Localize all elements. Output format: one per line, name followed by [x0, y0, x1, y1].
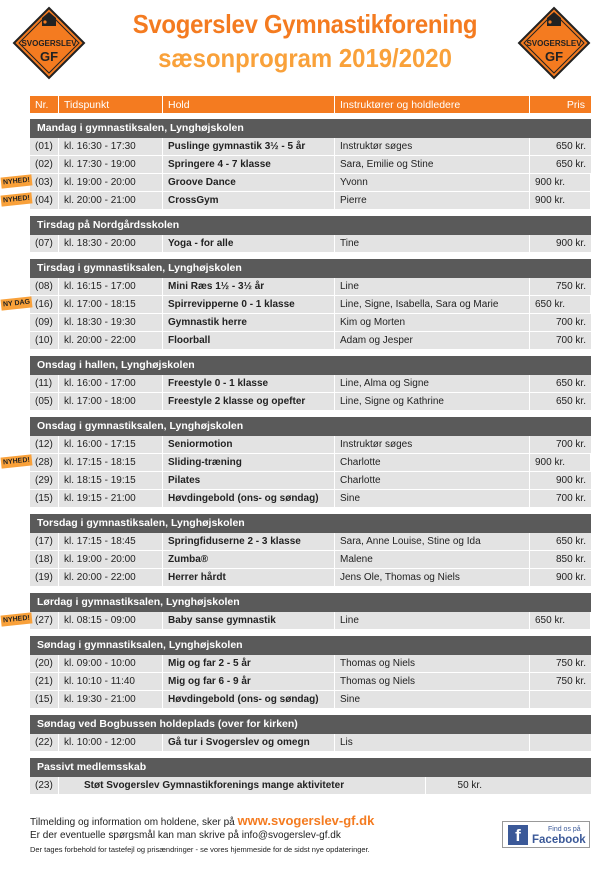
- cell-team: Freestyle 2 klasse og opefter: [163, 393, 335, 410]
- cell-instructors: Thomas og Niels: [335, 655, 530, 672]
- cell-price: 900 kr.: [530, 454, 591, 471]
- cell-price: 700 kr.: [555, 317, 586, 328]
- cell-nr: (21): [30, 673, 59, 690]
- cell-price: 650 kr.: [530, 296, 591, 313]
- news-badge: NYHED!: [1, 612, 33, 626]
- table-row: [30, 332, 591, 350]
- cell-nr: (02): [30, 156, 59, 173]
- cell-nr: (12): [30, 436, 59, 453]
- column-header-nr: Nr.: [30, 96, 59, 113]
- column-header-time: Tidspunkt: [59, 96, 163, 113]
- cell-price: 50 kr.: [457, 780, 482, 791]
- club-logo-right: [517, 6, 591, 80]
- cell-instructors: Malene: [335, 551, 530, 568]
- table-row: [2, 192, 591, 210]
- cell-nr: (09): [30, 314, 59, 331]
- cell-time: kl. 19:15 - 21:00: [59, 490, 163, 507]
- cell-time: kl. 17:00 - 18:00: [59, 393, 163, 410]
- table-row: [30, 156, 591, 174]
- cell-time: kl. 10:00 - 12:00: [59, 734, 163, 751]
- table-row: [30, 655, 591, 673]
- cell-team: Baby sanse gymnastik: [163, 612, 335, 629]
- section-title: Tirsdag i gymnastiksalen, Lynghøjskolen: [30, 259, 591, 278]
- cell-nr: (15): [30, 691, 59, 708]
- cell-time: kl. 18:30 - 20:00: [59, 235, 163, 252]
- cell-nr: (18): [30, 551, 59, 568]
- cell-price: 650 kr.: [555, 159, 586, 170]
- cell-nr: (16): [30, 296, 59, 313]
- cell-team: Pilates: [163, 472, 335, 489]
- table-row: [30, 777, 591, 795]
- cell-team: Herrer hårdt: [163, 569, 335, 586]
- cell-price: 900 kr.: [530, 174, 591, 191]
- cell-instructors: Tine: [335, 235, 530, 252]
- cell-instructors: Sara, Emilie og Stine: [335, 156, 530, 173]
- cell-price: 700 kr.: [555, 335, 586, 346]
- cell-instructors: Line: [335, 612, 530, 629]
- cell-nr: (17): [30, 533, 59, 550]
- table-row: [30, 393, 591, 411]
- footer-signup-text: Tilmelding og information om holdene, sker på: [30, 817, 238, 828]
- table-row: [30, 569, 591, 587]
- table-row: [30, 734, 591, 752]
- cell-time: kl. 19:00 - 20:00: [59, 174, 163, 191]
- cell-price: 850 kr.: [555, 554, 586, 565]
- cell-team: Høvdingebold (ons- og søndag): [163, 490, 335, 507]
- day-section: [2, 593, 591, 630]
- table-row: [2, 612, 591, 630]
- cell-instructors: Line, Signe, Isabella, Sara og Marie: [335, 296, 530, 313]
- cell-time: kl. 17:00 - 18:15: [59, 296, 163, 313]
- table-row: [30, 533, 591, 551]
- logo-line2: GF: [39, 49, 59, 64]
- cell-nr: (29): [30, 472, 59, 489]
- cell-nr: (11): [30, 375, 59, 392]
- cell-price: 650 kr.: [555, 141, 586, 152]
- cell-team: Yoga - for alle: [163, 235, 335, 252]
- cell-nr: (10): [30, 332, 59, 349]
- footer-contact-line: Er der eventuelle spørgsmål kan man skrive på info@svogerslev-gf.dk: [30, 830, 341, 841]
- cell-team: Groove Dance: [163, 174, 335, 191]
- cell-price: [530, 734, 591, 751]
- column-header-team: Hold: [163, 96, 335, 113]
- day-section: [30, 758, 591, 795]
- table-row: [2, 296, 591, 314]
- cell-time: kl. 16:00 - 17:15: [59, 436, 163, 453]
- section-title: Onsdag i gymnastiksalen, Lynghøjskolen: [30, 417, 591, 436]
- cell-nr: (08): [30, 278, 59, 295]
- table-row: [30, 375, 591, 393]
- table-row: [2, 174, 591, 192]
- cell-instructors: Line: [335, 278, 530, 295]
- logo-line1: SVOGERSLEV: [21, 39, 77, 48]
- cell-team: Springfiduserne 2 - 3 klasse: [163, 533, 335, 550]
- cell-nr: (05): [30, 393, 59, 410]
- facebook-text: [532, 825, 586, 845]
- cell-nr: (07): [30, 235, 59, 252]
- cell-time: kl. 18:15 - 19:15: [59, 472, 163, 489]
- cell-instructors: Charlotte: [335, 472, 530, 489]
- section-title: Søndag i gymnastiksalen, Lynghøjskolen: [30, 636, 591, 655]
- cell-time: kl. 17:30 - 19:00: [59, 156, 163, 173]
- cell-time: kl. 17:15 - 18:15: [59, 454, 163, 471]
- cell-instructors: Jens Ole, Thomas og Niels: [335, 569, 530, 586]
- cell-instructors: Adam og Jesper: [335, 332, 530, 349]
- cell-time: kl. 20:00 - 21:00: [59, 192, 163, 209]
- day-section: [2, 259, 591, 350]
- news-badge: NYHED!: [1, 174, 33, 188]
- cell-price: [530, 691, 591, 708]
- cell-nr: (19): [30, 569, 59, 586]
- logo-line2: GF: [544, 49, 564, 64]
- cell-team: Mig og far 6 - 9 år: [163, 673, 335, 690]
- cell-time: kl. 16:30 - 17:30: [59, 138, 163, 155]
- column-header-instructors: Instruktører og holdledere: [335, 96, 530, 113]
- cell-time: kl. 19:30 - 21:00: [59, 691, 163, 708]
- title-block: [100, 8, 510, 74]
- club-logo-icon: [12, 6, 86, 80]
- table-row: [30, 138, 591, 156]
- cell-nr: (20): [30, 655, 59, 672]
- section-title: Onsdag i hallen, Lynghøjskolen: [30, 356, 591, 375]
- cell-instructors: Yvonn: [335, 174, 530, 191]
- section-title: Passivt medlemsskab: [30, 758, 591, 777]
- cell-time: kl. 18:30 - 19:30: [59, 314, 163, 331]
- footer-disclaimer: Der tages forbehold for tastefejl og prisændringer - se vores hjemmeside for de sidst nye opdateringer.: [30, 845, 370, 854]
- cell-instructors: Instruktør søges: [335, 436, 530, 453]
- cell-team: Floorball: [163, 332, 335, 349]
- cell-price: 750 kr.: [555, 281, 586, 292]
- club-logo-left: [12, 6, 86, 80]
- table-row: [30, 436, 591, 454]
- cell-time: kl. 17:15 - 18:45: [59, 533, 163, 550]
- news-badge: NYHED!: [1, 454, 33, 468]
- day-section: [30, 636, 591, 709]
- cell-team: CrossGym: [163, 192, 335, 209]
- cell-time: kl. 10:10 - 11:40: [59, 673, 163, 690]
- table-row: [30, 235, 591, 253]
- table-header: [30, 96, 591, 113]
- website-link[interactable]: www.svogerslev-gf.dk: [237, 813, 375, 828]
- footer: [30, 814, 470, 857]
- facebook-find-us: Find os på: [548, 825, 581, 833]
- section-title: Mandag i gymnastiksalen, Lynghøjskolen: [30, 119, 591, 138]
- cell-price: 750 kr.: [555, 658, 586, 669]
- cell-price: 750 kr.: [555, 676, 586, 687]
- cell-nr: (01): [30, 138, 59, 155]
- cell-team: Mig og far 2 - 5 år: [163, 655, 335, 672]
- table-row: [2, 454, 591, 472]
- day-section: [30, 216, 591, 253]
- club-logo-icon: [517, 6, 591, 80]
- cell-instructors: Line, Alma og Signe: [335, 375, 530, 392]
- cell-time: kl. 08:15 - 09:00: [59, 612, 163, 629]
- day-section: [30, 514, 591, 587]
- cell-nr: (23): [30, 777, 59, 794]
- cell-instructors: Instruktør søges: [335, 138, 530, 155]
- cell-team: Sliding-træning: [163, 454, 335, 471]
- cell-price: 700 kr.: [555, 439, 586, 450]
- cell-time: kl. 16:15 - 17:00: [59, 278, 163, 295]
- cell-instructors: Line, Signe og Kathrine: [335, 393, 530, 410]
- facebook-label: Facebook: [532, 833, 586, 846]
- cell-price: 900 kr.: [555, 475, 586, 486]
- table-row: [30, 691, 591, 709]
- table-row: [30, 490, 591, 508]
- facebook-icon: f: [508, 825, 528, 845]
- cell-time: kl. 20:00 - 22:00: [59, 569, 163, 586]
- cell-nr: (03): [30, 174, 59, 191]
- table-row: [30, 472, 591, 490]
- cell-nr: (04): [30, 192, 59, 209]
- cell-team: Høvdingebold (ons- og søndag): [163, 691, 335, 708]
- cell-team: Seniormotion: [163, 436, 335, 453]
- cell-instructors: Thomas og Niels: [335, 673, 530, 690]
- cell-team: Støt Svogerslev Gymnastikforenings mange aktiviteter: [59, 777, 426, 794]
- cell-instructors: Sine: [335, 490, 530, 507]
- news-badge: NYHED!: [1, 192, 33, 206]
- day-section: [2, 119, 591, 210]
- facebook-button[interactable]: [502, 821, 590, 848]
- cell-instructors: Sine: [335, 691, 530, 708]
- cell-nr: (15): [30, 490, 59, 507]
- cell-team: Zumba®: [163, 551, 335, 568]
- column-header-price: Pris: [566, 98, 585, 111]
- cell-team: Gå tur i Svogerslev og omegn: [163, 734, 335, 751]
- cell-team: Puslinge gymnastik 3½ - 5 år: [163, 138, 335, 155]
- day-section: [2, 417, 591, 508]
- section-title: Tirsdag på Nordgårdsskolen: [30, 216, 591, 235]
- section-title: Lørdag i gymnastiksalen, Lynghøjskolen: [30, 593, 591, 612]
- cell-time: kl. 16:00 - 17:00: [59, 375, 163, 392]
- cell-nr: (28): [30, 454, 59, 471]
- cell-team: Mini Ræs 1½ - 3½ år: [163, 278, 335, 295]
- cell-price: 650 kr.: [555, 378, 586, 389]
- section-title: Søndag ved Bogbussen holdeplads (over for kirken): [30, 715, 591, 734]
- page-title: Svogerslev Gymnastikforening: [132, 9, 478, 39]
- cell-price: 900 kr.: [555, 572, 586, 583]
- cell-instructors: Sara, Anne Louise, Stine og Ida: [335, 533, 530, 550]
- section-title: Torsdag i gymnastiksalen, Lynghøjskolen: [30, 514, 591, 533]
- cell-instructors: Lis: [335, 734, 530, 751]
- cell-price: 700 kr.: [555, 493, 586, 504]
- cell-time: kl. 09:00 - 10:00: [59, 655, 163, 672]
- cell-team: Freestyle 0 - 1 klasse: [163, 375, 335, 392]
- cell-price: 650 kr.: [555, 536, 586, 547]
- cell-team: Spirrevipperne 0 - 1 klasse: [163, 296, 335, 313]
- cell-time: kl. 19:00 - 20:00: [59, 551, 163, 568]
- footer-signup-line: [30, 814, 470, 829]
- cell-price: 650 kr.: [530, 612, 591, 629]
- news-badge: NY DAG: [1, 296, 33, 310]
- logo-line1: SVOGERSLEV: [526, 39, 582, 48]
- page-subtitle: sæsonprogram 2019/2020: [158, 43, 452, 73]
- table-row: [30, 551, 591, 569]
- cell-team: Gymnastik herre: [163, 314, 335, 331]
- table-row: [30, 314, 591, 332]
- cell-instructors: Kim og Morten: [335, 314, 530, 331]
- cell-instructors: Charlotte: [335, 454, 530, 471]
- cell-team: Springere 4 - 7 klasse: [163, 156, 335, 173]
- cell-nr: (27): [30, 612, 59, 629]
- cell-time: kl. 20:00 - 22:00: [59, 332, 163, 349]
- cell-price: 650 kr.: [555, 396, 586, 407]
- cell-price: 900 kr.: [555, 238, 586, 249]
- table-row: [30, 673, 591, 691]
- sections-container: [2, 119, 591, 795]
- table-row: [30, 278, 591, 296]
- season-program-table: [2, 96, 591, 795]
- cell-nr: (22): [30, 734, 59, 751]
- day-section: [30, 356, 591, 411]
- cell-price: 900 kr.: [530, 192, 591, 209]
- day-section: [30, 715, 591, 752]
- cell-instructors: Pierre: [335, 192, 530, 209]
